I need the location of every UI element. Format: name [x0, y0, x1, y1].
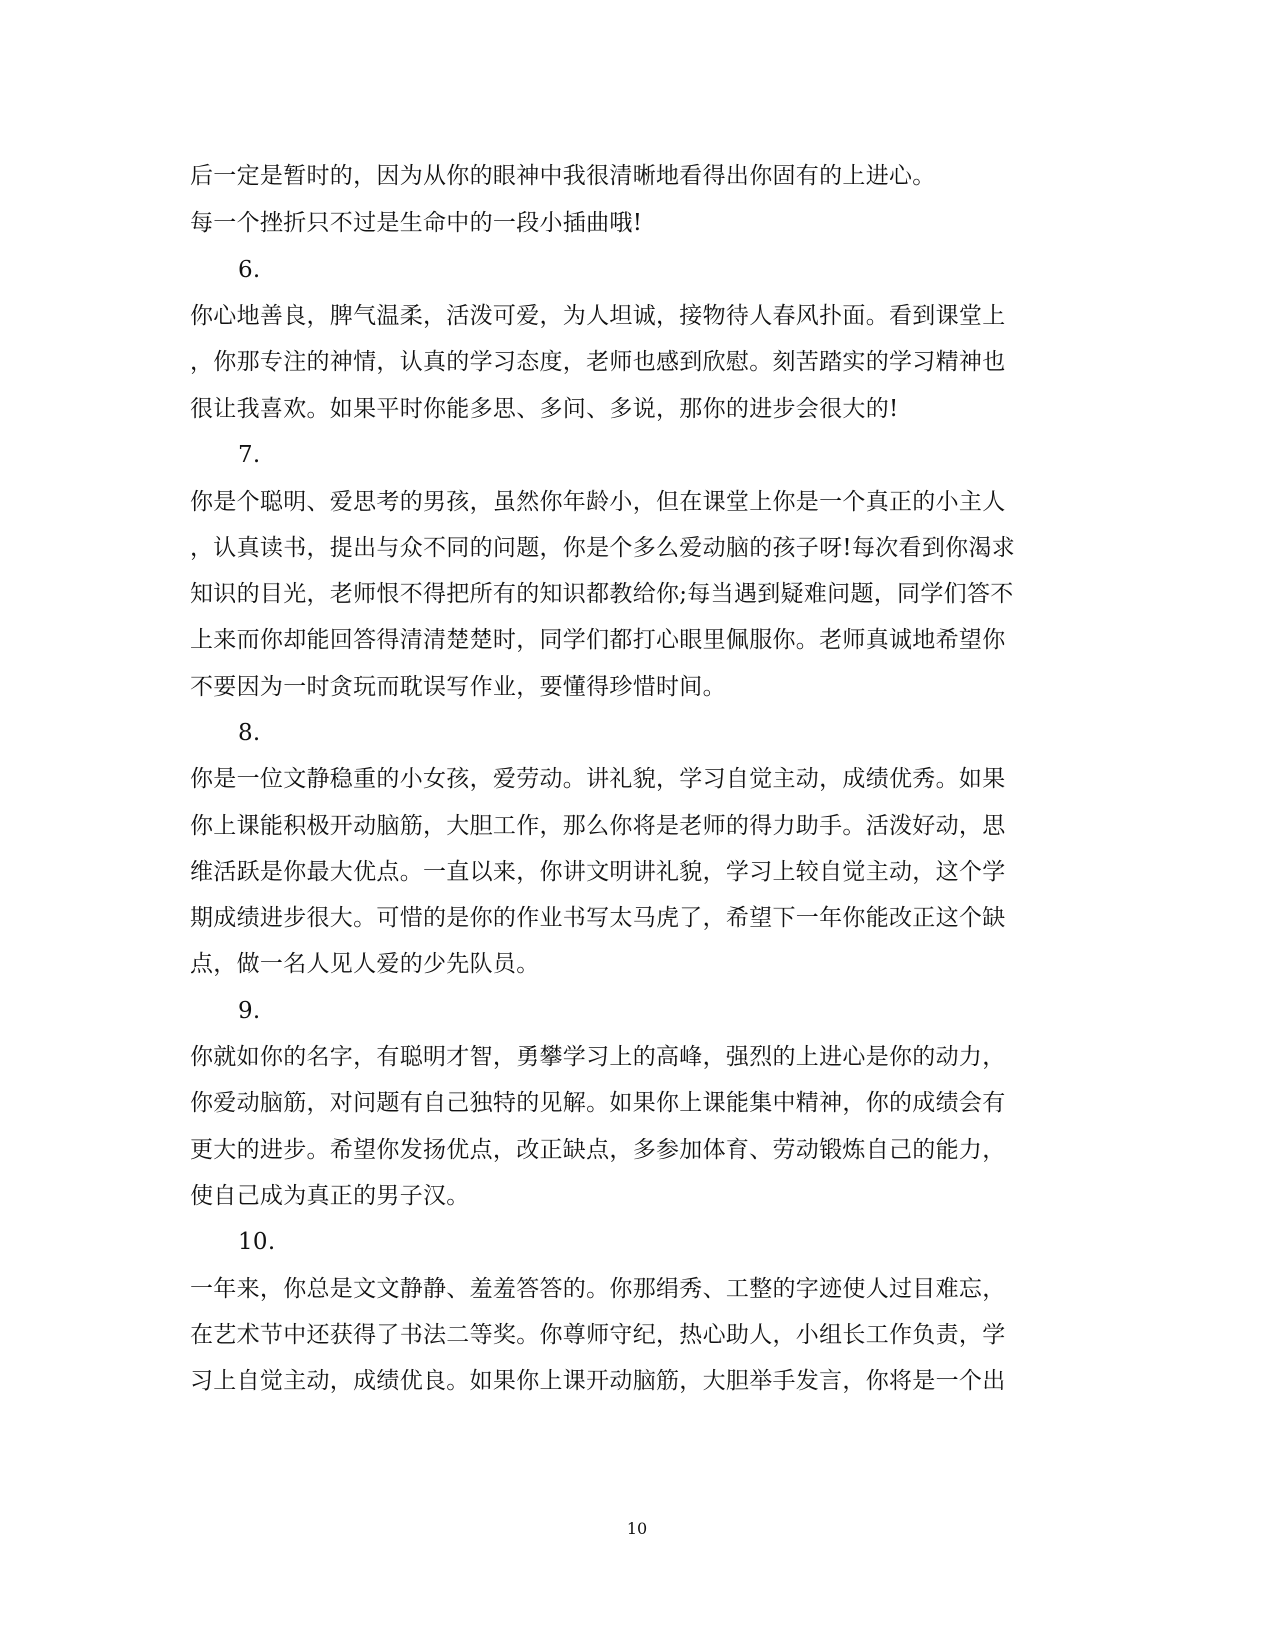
text-line: 你就如你的名字，有聪明才智，勇攀学习上的高峰，强烈的上进心是你的动力， [190, 1044, 1006, 1070]
text-line: 更大的进步。希望你发扬优点，改正缺点，多参加体育、劳动锻炼自己的能力， [190, 1137, 1006, 1163]
item-number: 6. [238, 257, 261, 283]
item-number: 10. [238, 1229, 276, 1255]
text-line: 上来而你却能回答得清清楚楚时，同学们都打心眼里佩服你。老师真诚地希望你 [190, 627, 1006, 653]
text-line: ，你那专注的神情，认真的学习态度，老师也感到欣慰。刻苦踏实的学习精神也 [190, 349, 1006, 375]
text-line: 不要因为一时贪玩而耽误写作业，要懂得珍惜时间。 [190, 674, 726, 700]
text-line: 你上课能积极开动脑筋，大胆工作，那么你将是老师的得力助手。活泼好动，思 [190, 813, 1006, 839]
text-line: 点，做一名人见人爱的少先队员。 [190, 951, 540, 977]
text-line: 维活跃是你最大优点。一直以来，你讲文明讲礼貌，学习上较自觉主动，这个学 [190, 859, 1006, 885]
text-line: 你爱动脑筋，对问题有自己独特的见解。如果你上课能集中精神，你的成绩会有 [190, 1090, 1006, 1116]
text-line: 一年来，你总是文文静静、羞羞答答的。你那绢秀、工整的字迹使人过目难忘， [190, 1276, 1006, 1302]
item-number: 9. [238, 998, 261, 1024]
text-line: 在艺术节中还获得了书法二等奖。你尊师守纪，热心助人，小组长工作负责，学 [190, 1322, 1006, 1348]
text-line: 期成绩进步很大。可惜的是你的作业书写太马虎了，希望下一年你能改正这个缺 [190, 905, 1006, 931]
item-number: 8. [238, 720, 261, 746]
text-line: 很让我喜欢。如果平时你能多思、多问、多说，那你的进步会很大的! [190, 396, 899, 422]
item-number: 7. [238, 442, 261, 468]
text-line: 每一个挫折只不过是生命中的一段小插曲哦! [190, 210, 643, 236]
text-line: 知识的目光，老师恨不得把所有的知识都教给你;每当遇到疑难问题，同学们答不 [190, 581, 1014, 607]
text-line: 习上自觉主动，成绩优良。如果你上课开动脑筋，大胆举手发言，你将是一个出 [190, 1368, 1006, 1394]
text-line: 你是个聪明、爱思考的男孩，虽然你年龄小，但在课堂上你是一个真正的小主人 [190, 489, 1006, 515]
page-number: 10 [626, 1519, 648, 1538]
text-line: 你心地善良，脾气温柔，活泼可爱，为人坦诚，接物待人春风扑面。看到课堂上 [190, 303, 1006, 329]
text-line: ，认真读书，提出与众不同的问题，你是个多么爱动脑的孩子呀!每次看到你渴求 [190, 535, 1016, 561]
text-line: 后一定是暂时的，因为从你的眼神中我很清晰地看得出你固有的上进心。 [190, 163, 936, 189]
text-line: 你是一位文静稳重的小女孩，爱劳动。讲礼貌，学习自觉主动，成绩优秀。如果 [190, 766, 1006, 792]
text-line: 使自己成为真正的男子汉。 [190, 1183, 470, 1209]
